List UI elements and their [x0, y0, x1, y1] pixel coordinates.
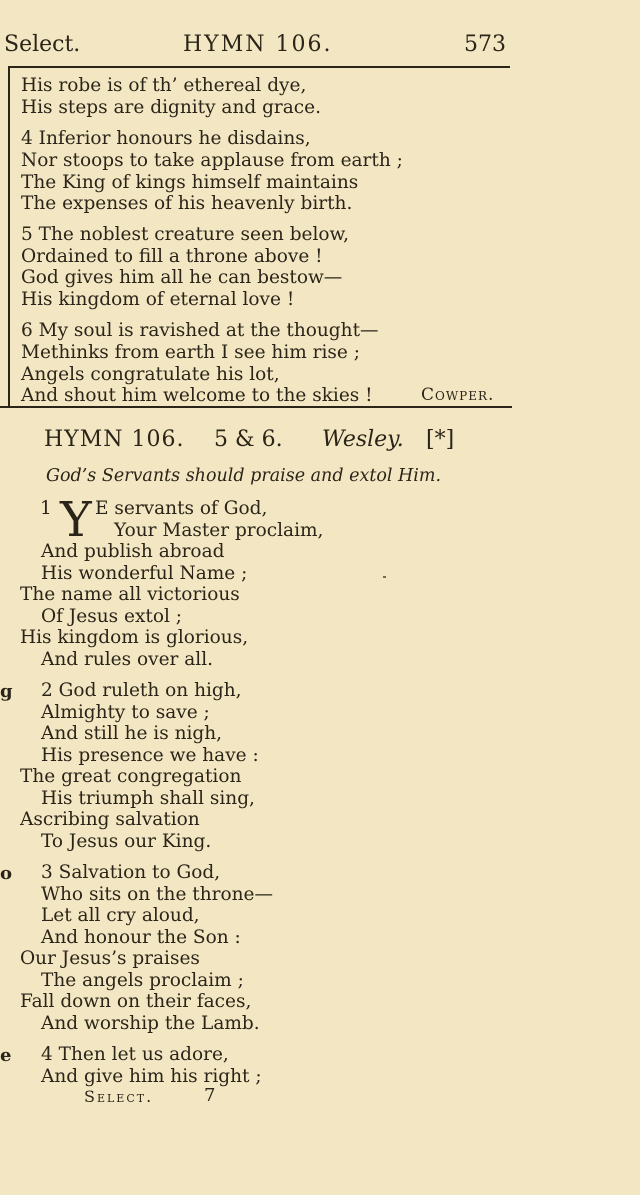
hymn-mark: [*] — [426, 427, 455, 452]
verse-line: The great congregation — [20, 766, 242, 787]
margin-glyph: g — [0, 681, 13, 702]
hymn-meter: 5 & 6. — [214, 427, 283, 452]
verse-line: Let all cry aloud, — [41, 905, 200, 926]
verse-line: 4 Then let us adore, — [41, 1044, 229, 1065]
verse-line: And shout him welcome to the skies ! — [21, 385, 373, 406]
margin-glyph: o — [0, 863, 13, 884]
verse-line: 3 Salvation to God, — [41, 862, 221, 883]
verse-line: 5 The noblest creature seen below, — [21, 224, 350, 245]
verse-line: Of Jesus extol ; — [41, 606, 183, 627]
verse-line: And honour the Son : — [41, 927, 241, 948]
header-rule — [8, 66, 510, 68]
signature-number: 7 — [204, 1085, 216, 1106]
verse-line: His triumph shall sing, — [41, 788, 255, 809]
verse-line: And still he is nigh, — [41, 723, 223, 744]
verse-line: And worship the Lamb. — [41, 1013, 260, 1034]
verse-line: His kingdom of eternal love ! — [21, 289, 295, 310]
stanza-number: 1 — [40, 498, 52, 519]
margin-glyph: e — [0, 1045, 12, 1066]
verse-line: And publish abroad — [41, 541, 225, 562]
verse-line: The angels proclaim ; — [41, 970, 244, 991]
verse-line: His steps are dignity and grace. — [21, 97, 321, 118]
verse-line: Fall down on their faces, — [20, 991, 252, 1012]
verse-line: E servants of God, — [95, 498, 268, 519]
hymn-tune: Wesley. — [322, 427, 404, 452]
paper-speck — [383, 576, 386, 578]
verse-line: The expenses of his heavenly birth. — [21, 193, 353, 214]
hymn-separator-rule — [0, 406, 512, 408]
hymn-heading — [44, 427, 455, 452]
hymn-title: HYMN 106. — [44, 427, 185, 452]
verse-line: Your Master proclaim, — [114, 520, 324, 541]
verse-line: 2 God ruleth on high, — [41, 680, 242, 701]
verse-line: God gives him all he can bestow— — [21, 267, 343, 288]
hymn-subtitle: God’s Servants should praise and extol Him. — [46, 466, 442, 486]
verse-line: His kingdom is glorious, — [20, 627, 249, 648]
verse-line: Ordained to fill a throne above ! — [21, 246, 323, 267]
verse-line: His wonderful Name ; — [41, 563, 248, 584]
verse-line: Our Jesus’s praises — [20, 948, 200, 969]
signature-label: Select. — [84, 1087, 154, 1106]
signature-line — [84, 1085, 216, 1106]
verse-line: The King of kings himself maintains — [21, 172, 359, 193]
verse-line: Almighty to save ; — [41, 702, 210, 723]
drop-cap: Y — [60, 492, 92, 548]
margin-rule — [8, 66, 10, 406]
verse-line: Nor stoops to take applause from earth ; — [21, 150, 403, 171]
running-head — [0, 30, 520, 64]
verse-line: Ascribing salvation — [20, 809, 200, 830]
verse-line: 4 Inferior honours he disdains, — [21, 128, 311, 149]
verse-line: His presence we have : — [41, 745, 259, 766]
verse-line: The name all victorious — [20, 584, 240, 605]
verse-line: To Jesus our King. — [41, 831, 212, 852]
verse-line: And give him his right ; — [41, 1066, 262, 1087]
running-head-section: Select. — [4, 32, 81, 57]
verse-line: 6 My soul is ravished at the thought— — [21, 320, 379, 341]
page-number: 573 — [464, 32, 506, 57]
verse-line: And rules over all. — [41, 649, 214, 670]
verse-line: Methinks from earth I see him rise ; — [21, 342, 360, 363]
verse-line: Who sits on the throne— — [41, 884, 273, 905]
running-head-hymn: HYMN 106. — [183, 32, 333, 57]
author-attribution: Cowper. — [421, 385, 495, 405]
verse-line: Angels congratulate his lot, — [21, 364, 280, 385]
verse-line: His robe is of th’ ethereal dye, — [21, 75, 307, 96]
